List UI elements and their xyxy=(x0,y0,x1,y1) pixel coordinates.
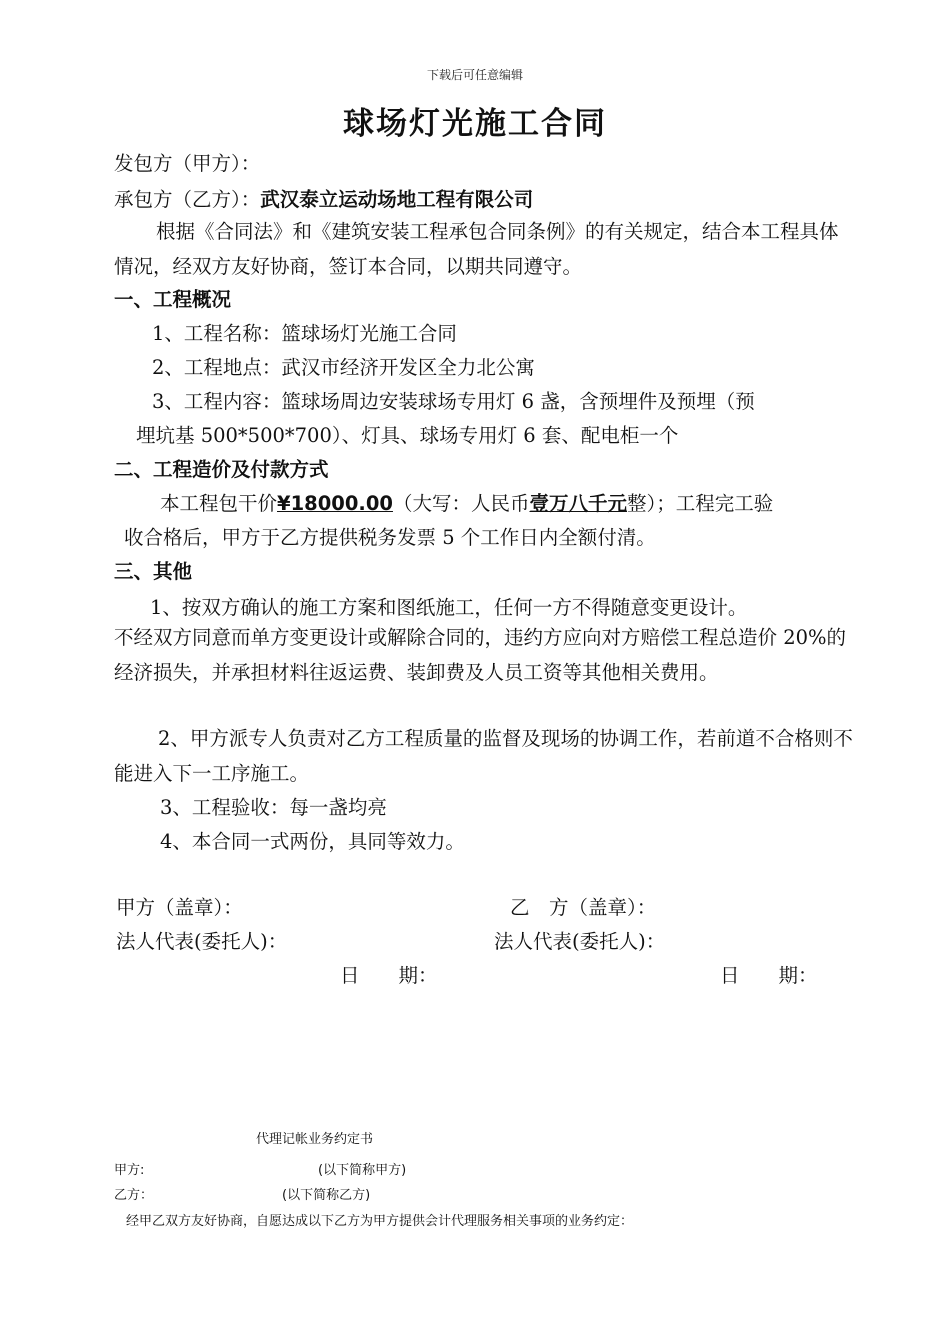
section1-item3-line1: 3、工程内容：篮球场周边安装球场专用灯 6 盏，含预埋件及预埋（预 xyxy=(152,390,755,413)
appendix-party-b-note: (以下简称乙方) xyxy=(282,1188,371,1203)
party-b-rep-label: 法人代表(委托人)： xyxy=(494,930,666,953)
price-words: 壹万八千元 xyxy=(529,492,627,515)
section3-item2: 2、甲方派专人负责对乙方工程质量的监督及现场的协调工作，若前道不合格则不能进入下一工序施工。 xyxy=(114,727,853,785)
section1-heading: 一、工程概况 xyxy=(114,288,232,311)
party-a-rep-label: 法人代表(委托人)： xyxy=(116,930,288,953)
section2-heading: 二、工程造价及付款方式 xyxy=(114,458,329,481)
party-b-line xyxy=(114,184,533,212)
section1-item1: 1、工程名称：篮球场灯光施工合同 xyxy=(152,322,457,345)
section3-item4: 4、本合同一式两份，具同等效力。 xyxy=(160,830,465,853)
party-b-date-label: 日 期： xyxy=(720,964,818,987)
section3-item3: 3、工程验收：每一盏均亮 xyxy=(160,796,387,819)
header-note: 下载后可任意编辑 xyxy=(426,68,523,82)
party-b-label: 承包方（乙方）： xyxy=(114,188,261,211)
section1-item3-line2: 埋坑基 500*500*700）、灯具、球场专用灯 6 套、配电柜一个 xyxy=(136,424,679,447)
price-amount: ¥18000.00 xyxy=(277,492,393,515)
section1-item2: 2、工程地点：武汉市经济开发区全力北公寓 xyxy=(152,356,535,379)
party-a-seal-label: 甲方（盖章）： xyxy=(116,896,243,919)
price-paren-open: （大写：人民币 xyxy=(392,492,530,515)
appendix-party-a-note: (以下简称甲方) xyxy=(318,1163,407,1178)
intro-paragraph: 根据《合同法》和《建筑安装工程承包合同条例》的有关规定，结合本工程具体情况，经双方友好协商，签订本合同，以期共同遵守。 xyxy=(114,220,839,278)
party-b-value: 武汉泰立运动场地工程有限公司 xyxy=(260,188,534,211)
price-line xyxy=(160,488,773,516)
appendix-party-a-label: 甲方: xyxy=(114,1163,145,1178)
price-prefix: 本工程包干价 xyxy=(160,492,278,515)
appendix-intro: 经甲乙双方友好协商，自愿达成以下乙方为甲方提供会计代理服务相关事项的业务约定： xyxy=(126,1214,634,1229)
contract-title: 球场灯光施工合同 xyxy=(343,106,607,142)
section3-item1-line1: 1、按双方确认的施工方案和图纸施工，任何一方不得随意变更设计。 xyxy=(150,596,748,619)
party-a-label: 发包方（甲方）： xyxy=(114,152,261,175)
appendix-title: 代理记帐业务约定书 xyxy=(256,1132,374,1147)
section3-item1-rest: 不经双方同意而单方变更设计或解除合同的，违约方应向对方赔偿工程总造价 20%的经济损失，并承担材料往返运费、装卸费及人员工资等其他相关费用。 xyxy=(114,626,847,684)
price-suffix: 整）；工程完工验 xyxy=(627,492,774,515)
price-line2: 收合格后，甲方于乙方提供税务发票 5 个工作日内全额付清。 xyxy=(124,526,656,549)
party-b-seal-label: 乙 方（盖章）： xyxy=(510,896,657,919)
party-a-line xyxy=(114,148,260,176)
party-a-date-label: 日 期： xyxy=(340,964,438,987)
section3-heading: 三、其他 xyxy=(114,560,193,583)
appendix-party-b-label: 乙方： xyxy=(114,1188,154,1203)
